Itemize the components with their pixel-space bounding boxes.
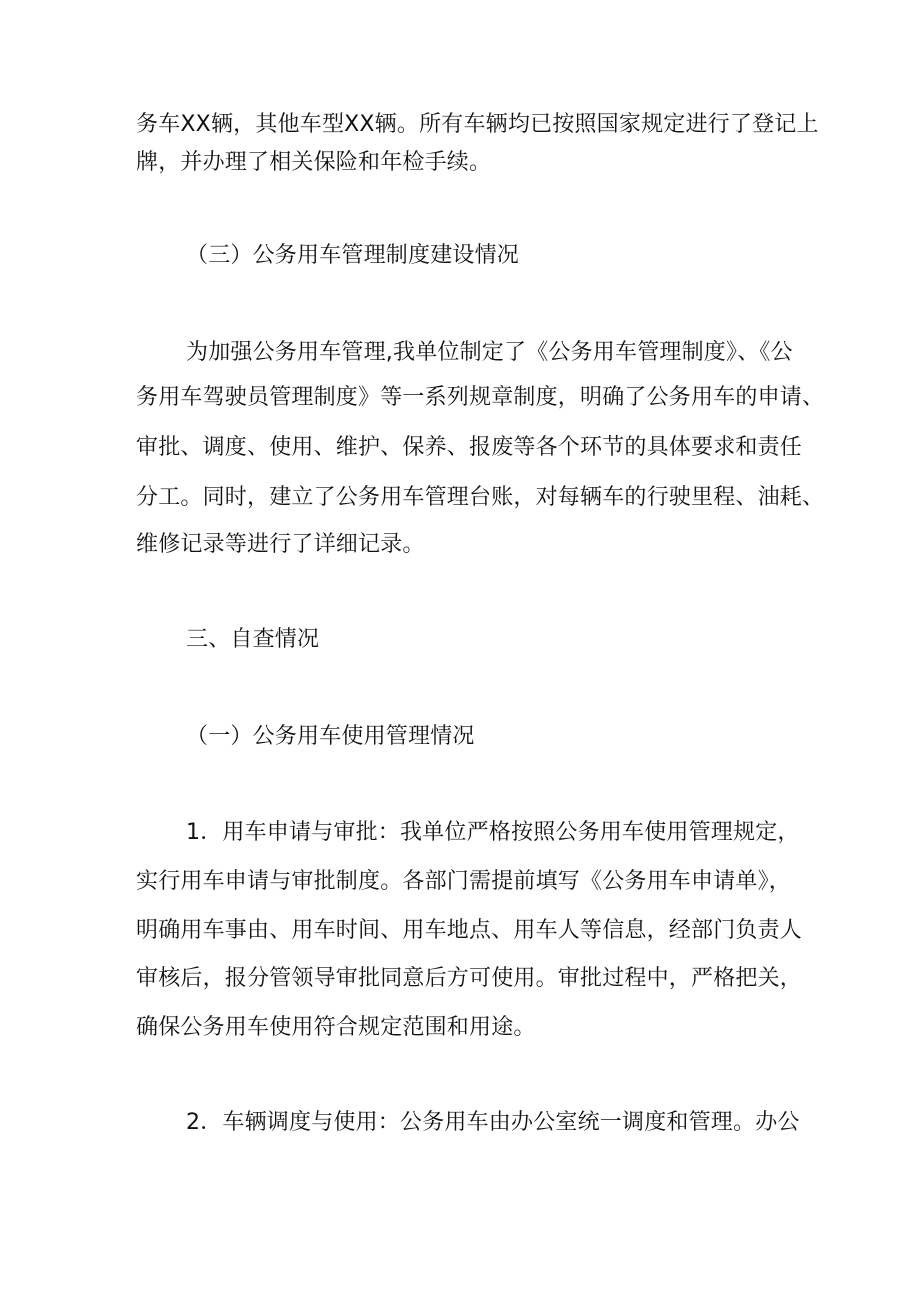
paragraph-line: 审批、调度、使用、维护、保养、报废等各个环节的具体要求和责任 [136, 435, 803, 460]
paragraph-line: 为加强公务用车管理,我单位制定了《公务用车管理制度》、《公 [186, 340, 793, 365]
paragraph-line: 审核后，报分管领导审批同意后方可使用。审批过程中，严格把关， [136, 966, 803, 991]
paragraph-line: 务车XX辆，其他车型XX辆。所有车辆均已按照国家规定进行了登记上 [136, 112, 819, 137]
subsection-heading: （三）公务用车管理制度建设情况 [186, 243, 520, 268]
paragraph-line: 实行用车申请与审批制度。各部门需提前填写《公务用车申请单》， [136, 869, 792, 894]
subsection-heading: （一）公务用车使用管理情况 [186, 724, 475, 749]
paragraph-line: 2．车辆调度与使用：公务用车由办公室统一调度和管理。办公 [186, 1110, 800, 1135]
paragraph-line: 确保公务用车使用符合规定范围和用途。 [136, 1015, 536, 1040]
section-heading: 三、自查情况 [186, 627, 320, 652]
paragraph-line: 1．用车申请与审批：我单位严格按照公务用车使用管理规定， [186, 820, 800, 845]
paragraph-line: 务用车驾驶员管理制度》等一系列规章制度，明确了公务用车的申请、 [136, 385, 825, 410]
paragraph-line: 维修记录等进行了详细记录。 [136, 532, 425, 557]
paragraph-line: 明确用车事由、用车时间、用车地点、用车人等信息，经部门负责人 [136, 918, 803, 943]
paragraph-line: 牌，并办理了相关保险和年检手续。 [136, 150, 492, 175]
paragraph-line: 分工。同时，建立了公务用车管理台账，对每辆车的行驶里程、油耗、 [136, 485, 825, 510]
